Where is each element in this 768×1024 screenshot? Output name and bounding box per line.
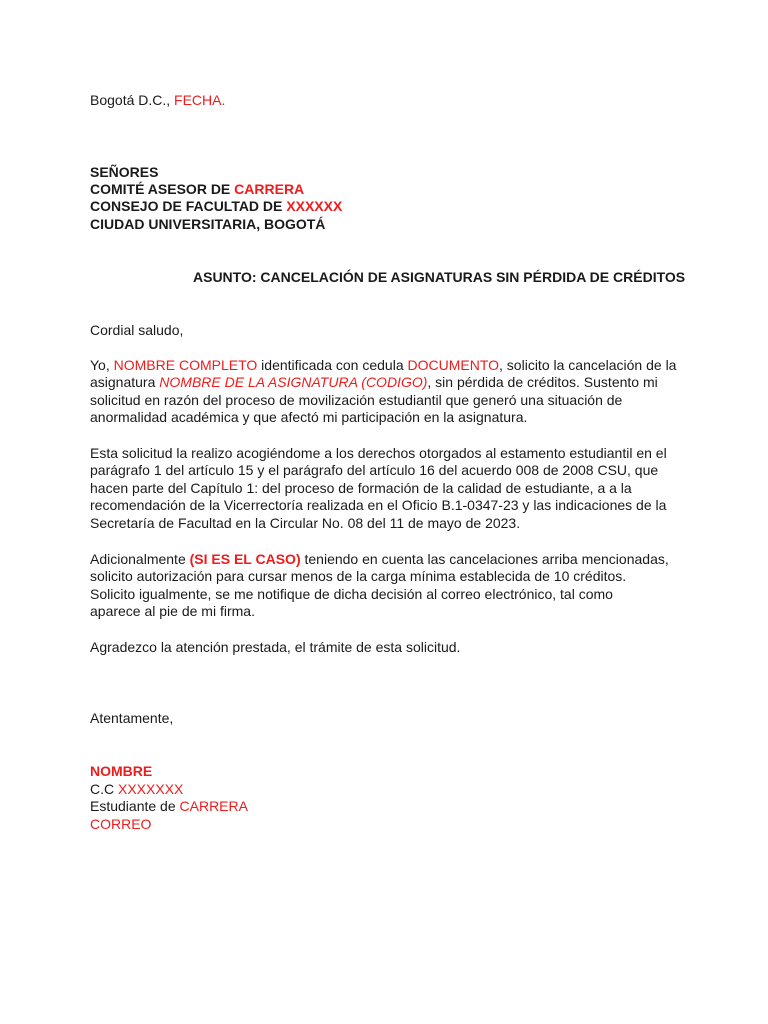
p3-text: teniendo en cuenta las cancelaciones arriba mencionadas,: [300, 551, 669, 567]
paragraph3-line2: solicito autorización para cursar menos de la carga mínima establecida de 10 créditos.: [90, 568, 627, 584]
recipient-committee-text: COMITÉ ASESOR DE: [90, 181, 235, 197]
city-date-line: [90, 92, 225, 109]
subject-name-placeholder: NOMBRE DE LA ASIGNATURA (CODIGO): [159, 374, 428, 390]
signature-role: [90, 798, 248, 815]
paragraph1-line2: [90, 374, 658, 391]
p1-text: identificada con cedula: [257, 357, 408, 373]
paragraph3-line1: [90, 551, 669, 568]
cc-label: C.C: [90, 781, 118, 797]
recipient-line-2: [90, 181, 304, 198]
paragraph4: Agradezco la atención prestada, el trámite de esta solicitud.: [90, 639, 461, 655]
paragraph1-line1: [90, 357, 676, 374]
recipient-line-1: SEÑORES: [90, 164, 159, 180]
subject-line: ASUNTO: CANCELACIÓN DE ASIGNATURAS SIN PÉRDIDA DE CRÉDITOS: [193, 269, 686, 285]
paragraph1-line3: solicitud en razón del proceso de movilización estudiantil que generó una situación de: [90, 392, 623, 408]
p1-text: , solicito la cancelación de la: [499, 357, 677, 373]
recipient-council-text: CONSEJO DE FACULTAD DE: [90, 198, 287, 214]
paragraph2-line5: Secretaría de Facultad en la Circular No. 08 del 11 de mayo de 2023.: [90, 515, 521, 531]
recipient-line-4: CIUDAD UNIVERSITARIA, BOGOTÁ: [90, 216, 326, 232]
date-placeholder: FECHA.: [174, 92, 226, 108]
city-text: Bogotá D.C.,: [90, 92, 175, 108]
document-placeholder: DOCUMENTO: [407, 357, 500, 373]
paragraph2-line2: parágrafo 1 del artículo 15 y el parágrafo del artículo 16 del acuerdo 008 de 2008 CSU, que: [90, 462, 659, 478]
p1-text: asignatura: [90, 374, 160, 390]
signature-name: NOMBRE: [90, 763, 153, 779]
paragraph1-line4: anormalidad académica y que afectó mi participación en la asignatura.: [90, 409, 528, 425]
faculty-placeholder: XXXXXX: [286, 198, 343, 214]
paragraph3-line4: aparece al pie de mi firma.: [90, 603, 255, 619]
if-applicable-placeholder: (SI ES EL CASO): [189, 551, 301, 567]
closing: Atentamente,: [90, 710, 174, 726]
paragraph2-line4: recomendación de la Vicerrectoría realizada en el Oficio B.1-0347-23 y las indicaciones de la: [90, 497, 667, 513]
greeting: Cordial saludo,: [90, 322, 184, 338]
full-name-placeholder: NOMBRE COMPLETO: [113, 357, 258, 373]
signature-cc: [90, 781, 183, 798]
paragraph2-line3: hacen parte del Capítulo 1: del proceso de formación de la calidad de estudiante, a a la: [90, 480, 632, 496]
role-career-placeholder: CARRERA: [179, 798, 248, 814]
recipient-line-3: [90, 198, 342, 215]
paragraph2-line1: Esta solicitud la realizo acogiéndome a los derechos otorgados al estamento estudiantil en el: [90, 445, 667, 461]
career-placeholder: CARRERA: [234, 181, 305, 197]
cc-placeholder: XXXXXXX: [118, 781, 184, 797]
p3-text: Adicionalmente: [90, 551, 190, 567]
p1-text: Yo,: [90, 357, 114, 373]
role-label: Estudiante de: [90, 798, 180, 814]
paragraph3-line3: Solicito igualmente, se me notifique de dicha decisión al correo electrónico, tal como: [90, 586, 613, 602]
signature-email: CORREO: [90, 816, 152, 832]
p1-text: , sin pérdida de créditos. Sustento mi: [427, 374, 658, 390]
